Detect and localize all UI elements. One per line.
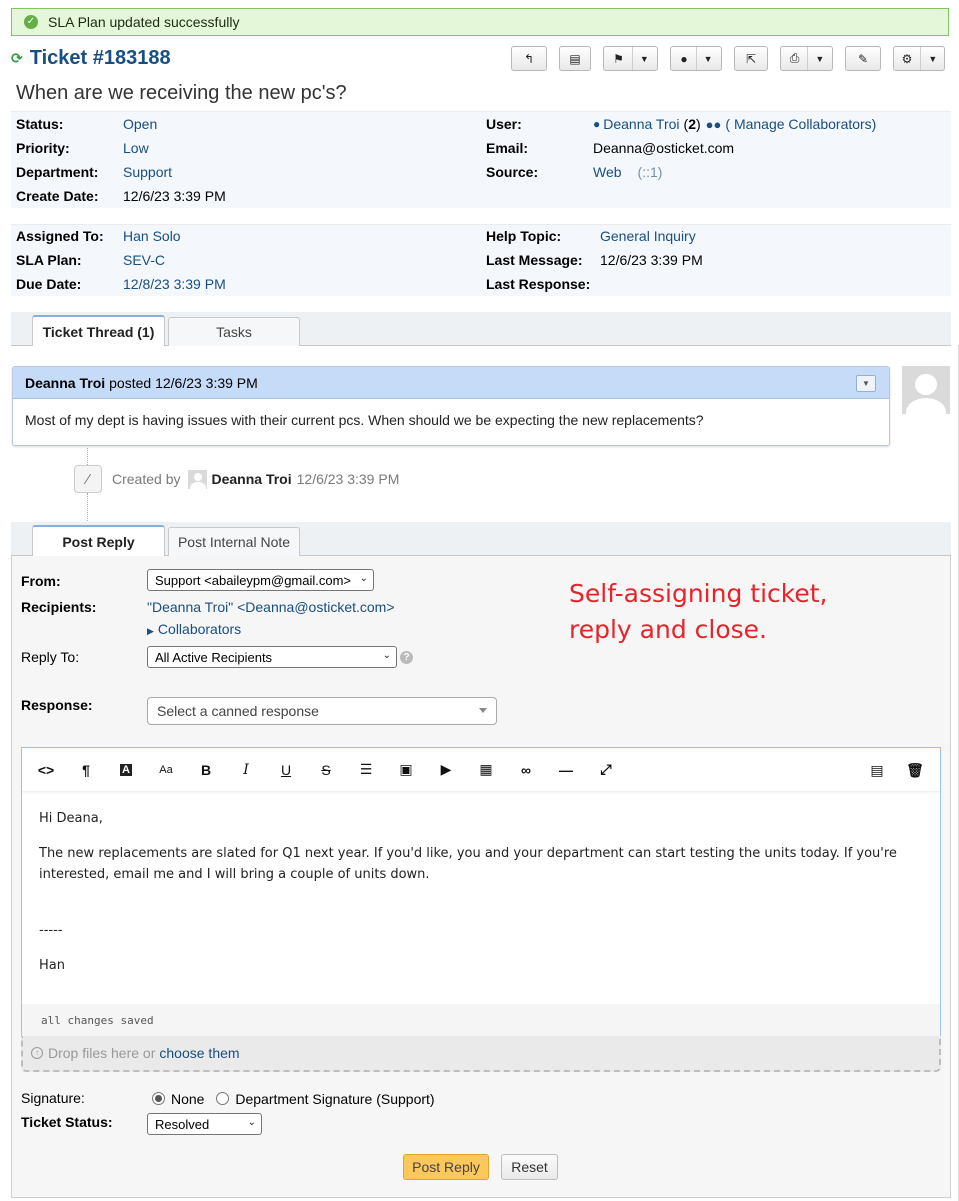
collaborators-toggle[interactable] [147, 621, 241, 637]
thread-entry [12, 366, 890, 446]
reply-button[interactable] [511, 46, 547, 71]
thread-entry-header [13, 367, 889, 399]
print-menu-button[interactable] [780, 46, 833, 71]
ticket-status-select[interactable] [147, 1113, 262, 1135]
from-select[interactable] [147, 569, 374, 591]
source-ip: (::1) [637, 164, 663, 180]
chevron-down-icon: ▼ [862, 379, 870, 388]
edit-icon: ✎ [857, 51, 869, 66]
avatar [902, 366, 950, 414]
gear-icon: ⚙ [901, 51, 913, 66]
editor-line: Hi Deana, [39, 811, 103, 826]
user-count-close: ) [696, 116, 701, 132]
event-author: Deanna Troi [211, 471, 292, 487]
user-name-link[interactable]: Deanna Troi [603, 116, 680, 132]
from-select-value: Support <abaileypm@gmail.com> [155, 572, 352, 588]
canned-response-placeholder: Select a canned response [157, 703, 319, 719]
choose-files-link[interactable]: choose them [159, 1045, 240, 1061]
due-date-value[interactable]: 12/8/23 3:39 PM [123, 276, 226, 292]
status-label: Status: [16, 116, 64, 132]
assign-menu-button[interactable] [670, 46, 722, 71]
collaborators-link: Collaborators [157, 621, 242, 637]
ticket-subject: When are we receiving the new pc's? [16, 82, 347, 104]
text-color-icon[interactable]: A [122, 763, 130, 776]
underline-icon[interactable]: U [280, 761, 292, 778]
code-view-icon[interactable]: <> [37, 761, 55, 778]
collaborators-icon: ●● [705, 116, 722, 132]
ticket-title-row [11, 45, 171, 71]
share-icon: ⇱ [745, 51, 757, 66]
user-count-open: ( [683, 116, 689, 132]
recipients-label: Recipients: [21, 599, 97, 615]
chevron-down-icon: ▼ [696, 47, 720, 70]
priority-value[interactable]: Low [123, 140, 149, 156]
last-message-label: Last Message: [486, 252, 583, 268]
thread-event [74, 465, 399, 493]
department-value[interactable]: Support [123, 164, 173, 180]
annotation-note [569, 576, 828, 648]
email-value: Deanna@osticket.com [593, 140, 735, 156]
email-label: Email: [486, 140, 529, 156]
thread-entry-posted: posted 12/6/23 3:39 PM [109, 374, 258, 391]
user-label: User: [486, 116, 522, 132]
tab-tasks[interactable]: Tasks [168, 317, 300, 346]
success-banner [11, 8, 949, 36]
ticket-title[interactable]: Ticket #183188 [29, 46, 171, 69]
magic-wand-icon: ⁄ [74, 465, 102, 493]
ticket-status-label: Ticket Status: [21, 1114, 113, 1130]
annotation-line-2: reply and close. [569, 615, 767, 644]
horizontal-rule-icon[interactable]: — [559, 761, 573, 778]
avatar [188, 470, 207, 489]
manage-collaborators-link[interactable]: ( Manage Collaborators) [725, 116, 877, 132]
document-icon: ▤ [569, 51, 581, 66]
chevron-down-icon: ▼ [920, 47, 944, 70]
editor-line: ----- [39, 923, 63, 938]
user-ticket-count: 2 [688, 116, 696, 132]
entry-options-button[interactable] [856, 375, 876, 392]
drop-text: Drop files here or [48, 1045, 156, 1061]
annotation-line-1: Self-assigning ticket, [569, 579, 828, 608]
chevron-down-icon: ⌄ [247, 1117, 256, 1128]
signature-none-label: None [171, 1091, 205, 1107]
chevron-down-icon: ▼ [807, 47, 831, 70]
reply-to-label: Reply To: [21, 649, 80, 665]
ticket-status-value: Resolved [155, 1116, 210, 1132]
bold-icon[interactable]: B [200, 761, 212, 778]
thread-tabbar [11, 312, 951, 346]
editor-toolbar-right [858, 755, 934, 785]
italic-icon[interactable]: I [243, 761, 249, 778]
reply-to-value: All Active Recipients [155, 649, 273, 665]
source-value[interactable]: Web [593, 164, 622, 180]
font-size-icon[interactable]: Aa [159, 763, 173, 776]
save-draft-icon[interactable]: ▤ [870, 761, 884, 778]
last-response-label: Last Response: [486, 276, 591, 292]
timeline-line [87, 493, 88, 521]
paragraph-icon[interactable]: ¶ [82, 761, 90, 778]
editor-line: Han [39, 958, 65, 973]
print-icon: ⎙ [789, 51, 800, 65]
help-topic-value[interactable]: General Inquiry [600, 228, 696, 244]
response-label: Response: [21, 697, 93, 713]
editor-line: The new replacements are slated for Q1 next year. If you'd like, you and your department can start testing the units today. If you're interested, email me and I will bring a couple of units down. [39, 846, 897, 882]
post-reply-button[interactable]: Post Reply [403, 1154, 489, 1180]
reply-tabbar [11, 522, 951, 556]
video-icon[interactable]: ▶ [440, 761, 452, 777]
reply-icon: ↰ [523, 51, 535, 66]
sla-plan-value[interactable]: SEV-C [123, 252, 166, 268]
image-icon[interactable]: ▣ [399, 761, 413, 777]
help-topic-label: Help Topic: [486, 228, 562, 244]
fullscreen-icon[interactable]: ⤢ [600, 761, 612, 777]
last-message-value: 12/6/23 3:39 PM [600, 252, 703, 268]
create-date-value: 12/6/23 3:39 PM [123, 188, 226, 204]
tab-post-reply[interactable]: Post Reply [32, 525, 165, 556]
sla-plan-label: SLA Plan: [16, 252, 82, 268]
user-icon: ● [593, 117, 601, 131]
upload-icon: ↑ [31, 1047, 43, 1059]
edit-button[interactable] [845, 46, 881, 71]
chevron-down-icon: ⌄ [382, 650, 391, 661]
strikethrough-icon[interactable]: S [321, 761, 331, 778]
priority-label: Priority: [16, 140, 70, 156]
flag-icon: ⚑ [613, 51, 624, 66]
event-created-by: Created by [112, 471, 181, 487]
table-icon[interactable]: ▦ [479, 761, 493, 777]
editor-content[interactable] [22, 792, 940, 976]
reset-button[interactable]: Reset [501, 1154, 558, 1180]
tab-post-internal-note[interactable]: Post Internal Note [168, 527, 300, 556]
chevron-down-icon: ⌄ [359, 573, 368, 584]
thread-entry-author: Deanna Troi [25, 374, 106, 391]
signature-options [152, 1091, 435, 1107]
transfer-button[interactable] [734, 46, 768, 71]
editor-toolbar [22, 748, 940, 792]
trash-icon[interactable]: 🗑 [906, 761, 924, 778]
chevron-down-icon [479, 708, 487, 713]
assigned-to-label: Assigned To: [16, 228, 104, 244]
link-icon[interactable]: ∞ [521, 761, 531, 778]
department-label: Department: [16, 164, 99, 180]
status-value[interactable]: Open [123, 116, 158, 132]
signature-department-radio[interactable] [216, 1092, 229, 1105]
user-value [593, 112, 876, 136]
status-row [16, 112, 63, 136]
signature-none-radio[interactable] [152, 1092, 165, 1105]
check-circle-icon: ✓ [24, 15, 38, 29]
chevron-down-icon: ▼ [632, 47, 656, 70]
tab-ticket-thread[interactable]: Ticket Thread (1) [32, 315, 165, 346]
thread-entry-body: Most of my dept is having issues with their current pcs. When should we be expecting the new replacements? [25, 412, 704, 428]
source-label: Source: [486, 164, 539, 180]
event-timestamp: 12/6/23 3:39 PM [296, 471, 400, 487]
reply-to-select[interactable] [147, 646, 397, 668]
reply-editor[interactable] [21, 747, 941, 1037]
caret-right-icon: ▶ [147, 626, 154, 636]
timeline-line [87, 448, 88, 465]
pdf-button[interactable] [559, 46, 591, 71]
user-icon: ● [680, 51, 688, 66]
create-date-label: Create Date: [16, 188, 99, 204]
canned-response-select[interactable] [147, 697, 497, 725]
list-icon[interactable]: ☰ [359, 761, 373, 777]
editor-status: all changes saved [22, 1004, 940, 1036]
signature-label: Signature: [21, 1090, 85, 1106]
more-menu-button[interactable] [893, 46, 945, 71]
flag-menu-button[interactable] [603, 46, 658, 71]
help-icon[interactable]: ? [400, 651, 413, 664]
recipients-value[interactable]: "Deanna Troi" <Deanna@osticket.com> [147, 599, 395, 615]
assigned-to-value[interactable]: Han Solo [123, 228, 181, 244]
banner-message: SLA Plan updated successfully [48, 14, 240, 30]
from-label: From: [21, 573, 61, 589]
due-date-label: Due Date: [16, 276, 82, 292]
file-drop-zone[interactable] [21, 1036, 941, 1072]
refresh-icon[interactable]: ⟳ [11, 49, 23, 66]
ticket-toolbar [511, 46, 945, 71]
signature-department-label: Department Signature (Support) [235, 1091, 435, 1107]
